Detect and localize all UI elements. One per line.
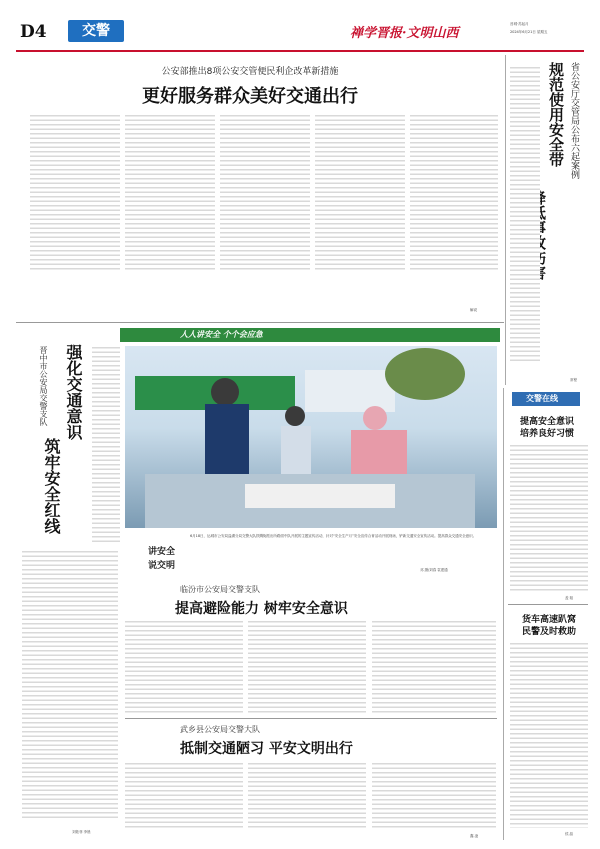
main-article-col5 (410, 112, 498, 272)
page-code: D4 (20, 22, 47, 42)
sidebar-label: 交警在线 (526, 394, 558, 403)
section-badge (68, 20, 124, 42)
section-rule-1 (16, 322, 504, 323)
photo-side-label-2: 说交明 (148, 561, 176, 571)
campaign-banner-text: 人人讲安全 个个会应急 (180, 330, 263, 339)
paper-name: 禅学晋报·文明山西 (350, 26, 459, 41)
left-article-headline-2: 筑牢安全红线 (42, 438, 61, 534)
sidebar-item1-text (510, 442, 588, 592)
right-article-headline-1: 规范使用安全带 (547, 62, 565, 167)
header-rule (16, 50, 584, 52)
left-article-col-top (92, 344, 120, 544)
photo-illustration (125, 346, 497, 528)
bottom-article-author: 鑫 凌 (470, 834, 479, 838)
sidebar-badge (512, 392, 580, 406)
mid-article-col1 (125, 618, 243, 714)
main-article-col1 (30, 112, 120, 272)
bottom-article-col2 (248, 760, 366, 830)
edition-line: 晋城·苏起月 (510, 22, 529, 26)
photo-caption: 6月18日，运城市公安局盐湖分局交警大队铁腾街派出所路面中队开展的主题宣传活动，针对“安全生产月”安全宣传合育活动开展现场，铲新交通安全宣传活动。提高群众交通安全意识。 (190, 534, 477, 538)
left-article-col-bottom (22, 548, 118, 820)
bottom-article-col1 (125, 760, 243, 830)
sidebar-item2-author: 侯 晶 (565, 832, 574, 836)
sidebar-rule (508, 604, 588, 605)
sidebar-item2-text (510, 640, 588, 828)
sidebar-item2-title-1: 货车高速趴窝 (522, 615, 577, 625)
mid-article-org: 临汾市公安局交警支队 (180, 585, 260, 594)
bottom-article-headline: 抵制交通陋习 平安文明出行 (180, 741, 353, 757)
page-header (0, 0, 600, 50)
section-rule-2 (125, 718, 497, 719)
mid-article-headline: 提高避险能力 树牢安全意识 (175, 601, 348, 617)
right-article-kicker: 省公安厅交管局公布六起案例 (569, 62, 579, 179)
sidebar-item1-title-1: 提高安全意识 (520, 417, 575, 427)
right-article-author: 常程 (570, 378, 577, 382)
mid-article-col3 (372, 618, 496, 714)
section-label: 交警 (82, 23, 110, 39)
campaign-banner (120, 328, 500, 342)
bottom-article-org: 武乡县公安局交警大队 (180, 725, 260, 734)
mid-article-col2 (248, 618, 366, 714)
main-article-col4 (315, 112, 405, 272)
left-article-org: 晋中市公安局交警支队 (39, 346, 48, 426)
right-column-divider (505, 55, 506, 385)
photo-side-label-1: 讲安全 (148, 547, 176, 557)
sidebar-divider (503, 388, 504, 840)
photo-caption-author: 邓 摄/刘春 袁建通 (420, 568, 448, 572)
left-article-headline-1: 强化交通意识 (64, 344, 83, 440)
news-photo (125, 346, 497, 528)
bottom-article-col3 (372, 760, 496, 830)
main-article-kicker: 公安部推出8项公安交管便民利企改革新措施 (161, 67, 339, 77)
date-line: 2024年6月21日 星期五 (510, 30, 548, 34)
main-article-col2 (125, 112, 215, 272)
main-article-author: 解说 (470, 308, 477, 312)
main-article-headline: 更好服务群众美好交通出行 (142, 86, 358, 107)
right-article-col1 (510, 64, 540, 364)
sidebar-item2-title-2: 民警及时救助 (522, 627, 577, 637)
left-article-author: 刘姓菲 李晨 (72, 830, 91, 834)
sidebar-item1-author: 盖 姐 (565, 596, 574, 600)
sidebar-item1-title-2: 培养良好习惯 (520, 429, 575, 439)
main-article-col3 (220, 112, 310, 272)
